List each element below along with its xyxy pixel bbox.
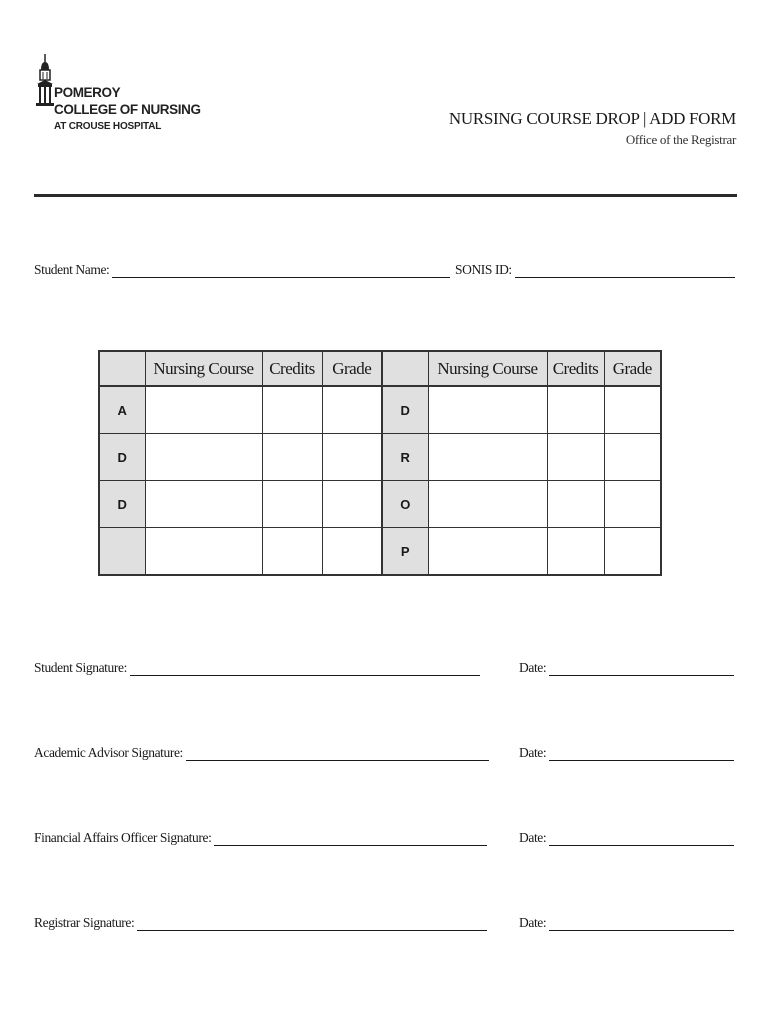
add-course-header: Nursing Course bbox=[145, 351, 262, 386]
college-logo bbox=[34, 54, 204, 154]
header-divider bbox=[34, 194, 737, 197]
financial-signature-label: Financial Affairs Officer Signature: bbox=[34, 830, 212, 845]
advisor-signature-field bbox=[34, 745, 489, 761]
drop-grade-header: Grade bbox=[604, 351, 661, 386]
table-header-row bbox=[99, 351, 661, 386]
drop-course-cell[interactable] bbox=[428, 434, 547, 481]
add-credits-cell[interactable] bbox=[262, 386, 322, 434]
financial-date-input[interactable] bbox=[549, 831, 734, 846]
drop-letter-cell: O bbox=[382, 481, 428, 528]
student-date-field bbox=[519, 660, 734, 676]
page-subtitle: Office of the Registrar bbox=[625, 132, 736, 147]
student-name-label: Student Name: bbox=[34, 262, 110, 277]
advisor-date-input[interactable] bbox=[549, 746, 734, 761]
add-course-cell[interactable] bbox=[145, 528, 262, 576]
drop-letter-cell: R bbox=[382, 434, 428, 481]
student-signature-input[interactable] bbox=[130, 661, 480, 676]
financial-date-label: Date: bbox=[519, 830, 547, 845]
add-corner-cell bbox=[99, 351, 145, 386]
registrar-signature-field bbox=[34, 915, 487, 931]
table-row bbox=[99, 434, 661, 481]
table-row bbox=[99, 528, 661, 576]
drop-credits-cell[interactable] bbox=[547, 434, 604, 481]
financial-signature-field bbox=[34, 830, 487, 846]
drop-letter-cell: D bbox=[382, 386, 428, 434]
drop-credits-cell[interactable] bbox=[547, 481, 604, 528]
sonis-id-field bbox=[455, 262, 735, 278]
advisor-signature-label: Academic Advisor Signature: bbox=[34, 745, 183, 760]
drop-course-cell[interactable] bbox=[428, 528, 547, 576]
add-credits-header: Credits bbox=[262, 351, 322, 386]
drop-course-header: Nursing Course bbox=[428, 351, 547, 386]
registrar-date-field bbox=[519, 915, 734, 931]
sonis-id-input[interactable] bbox=[515, 263, 735, 278]
sonis-id-label: SONIS ID: bbox=[455, 262, 512, 277]
add-course-cell[interactable] bbox=[145, 386, 262, 434]
drop-grade-cell[interactable] bbox=[604, 386, 661, 434]
advisor-date-field bbox=[519, 745, 734, 761]
drop-course-cell[interactable] bbox=[428, 481, 547, 528]
student-date-input[interactable] bbox=[549, 661, 734, 676]
add-course-cell[interactable] bbox=[145, 434, 262, 481]
student-name-field bbox=[34, 262, 450, 278]
student-signature-label: Student Signature: bbox=[34, 660, 127, 675]
add-credits-cell[interactable] bbox=[262, 528, 322, 576]
drop-grade-cell[interactable] bbox=[604, 434, 661, 481]
add-letter-cell bbox=[99, 528, 145, 576]
add-credits-cell[interactable] bbox=[262, 434, 322, 481]
advisor-signature-input[interactable] bbox=[186, 746, 489, 761]
drop-credits-cell[interactable] bbox=[547, 528, 604, 576]
add-drop-table bbox=[98, 350, 662, 576]
add-grade-cell[interactable] bbox=[322, 386, 382, 434]
logo-line-pomeroy: POMEROY bbox=[54, 85, 121, 100]
registrar-signature-label: Registrar Signature: bbox=[34, 915, 135, 930]
advisor-date-label: Date: bbox=[519, 745, 547, 760]
student-date-label: Date: bbox=[519, 660, 547, 675]
header bbox=[449, 108, 736, 148]
drop-grade-cell[interactable] bbox=[604, 528, 661, 576]
financial-signature-input[interactable] bbox=[214, 831, 487, 846]
logo-line-hospital: AT CROUSE HOSPITAL bbox=[54, 121, 162, 132]
add-grade-cell[interactable] bbox=[322, 434, 382, 481]
registrar-signature-input[interactable] bbox=[137, 916, 487, 931]
drop-grade-cell[interactable] bbox=[604, 481, 661, 528]
add-letter-cell: A bbox=[99, 386, 145, 434]
drop-corner-cell bbox=[382, 351, 428, 386]
add-grade-cell[interactable] bbox=[322, 528, 382, 576]
add-grade-cell[interactable] bbox=[322, 481, 382, 528]
drop-credits-header: Credits bbox=[547, 351, 604, 386]
registrar-date-label: Date: bbox=[519, 915, 547, 930]
building-dome-icon bbox=[34, 54, 56, 110]
table-row bbox=[99, 481, 661, 528]
add-grade-header: Grade bbox=[322, 351, 382, 386]
logo-line-college: COLLEGE OF NURSING bbox=[54, 102, 201, 117]
drop-course-cell[interactable] bbox=[428, 386, 547, 434]
add-letter-cell: D bbox=[99, 434, 145, 481]
add-letter-cell: D bbox=[99, 481, 145, 528]
drop-credits-cell[interactable] bbox=[547, 386, 604, 434]
table-row bbox=[99, 386, 661, 434]
add-credits-cell[interactable] bbox=[262, 481, 322, 528]
student-name-input[interactable] bbox=[112, 263, 450, 278]
add-course-cell[interactable] bbox=[145, 481, 262, 528]
drop-letter-cell: P bbox=[382, 528, 428, 576]
registrar-date-input[interactable] bbox=[549, 916, 734, 931]
student-signature-field bbox=[34, 660, 480, 676]
page-title: NURSING COURSE DROP | ADD FORM bbox=[448, 109, 736, 128]
financial-date-field bbox=[519, 830, 734, 846]
